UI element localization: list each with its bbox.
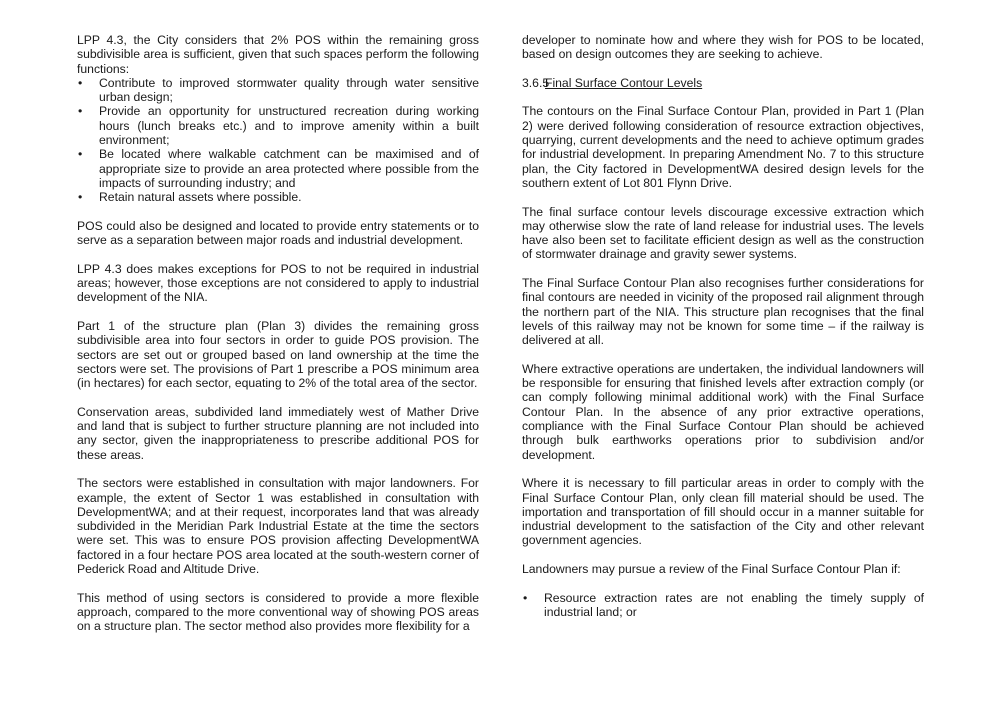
bullet-glyph: • xyxy=(78,104,83,119)
list-item: • Provide an opportunity for unstructured recreation during working hours (lunch breaks etc.) and to improve amenity within a built environment; xyxy=(78,104,479,148)
paragraph: Landowners may pursue a review of the Final Surface Contour Plan if: xyxy=(522,561,901,576)
section-number: 3.6.5 xyxy=(522,75,550,90)
paragraph: Where extractive operations are undertaken, the individual landowners will be responsible for ensuring that finished levels after extraction comply (or can comply following minimal additional work) with the Final Surface Contour Plan. In the absence of any prior extractive operations, compliance with the Final Surface Contour Plan should be achieved through bulk earthworks operations prior to subdivision and/or development. xyxy=(522,361,924,462)
bullet-glyph: • xyxy=(78,75,83,90)
list-item: • Contribute to improved stormwater quality through water sensitive urban design; xyxy=(78,75,479,105)
section-heading xyxy=(522,76,924,90)
right-column xyxy=(522,33,924,633)
bullet-glyph: • xyxy=(78,147,83,162)
list-item: • Retain natural assets where possible. xyxy=(78,190,302,205)
bullet-list-review-conditions xyxy=(522,591,924,620)
left-column xyxy=(77,33,479,648)
paragraph: POS could also be designed and located to provide entry statements or to serve as a separation between major roads and industrial development. xyxy=(77,218,479,248)
paragraph: Part 1 of the structure plan (Plan 3) divides the remaining gross subdivisible area into four sectors in order to guide POS provision. The sectors are set out or grouped based on land ownership at the time the sectors were set. The provisions of Part 1 prescribe a POS minimum area (in hectares) for each sector, equating to 2% of the total area of the sector. xyxy=(77,318,479,391)
list-item: • Resource extraction rates are not enabling the timely supply of industrial land; or xyxy=(523,590,924,619)
paragraph: developer to nominate how and where they wish for POS to be located, based on design outcomes they are seeking to achieve. xyxy=(522,33,924,62)
bullet-list-pos-functions xyxy=(77,76,479,205)
paragraph: This method of using sectors is considered to provide a more flexible approach, compared to the more conventional way of showing POS areas on a structure plan. The sector method also provides more flexibility for a xyxy=(77,590,479,634)
bullet-glyph: • xyxy=(523,590,528,605)
paragraph: Conservation areas, subdivided land immediately west of Mather Drive and land that is subject to further structure planning are not included into any sector, given the inappropriateness to prescribe additional POS for these areas. xyxy=(77,404,479,462)
paragraph-intro: LPP 4.3, the City considers that 2% POS within the remaining gross subdivisible area is sufficient, given that such spaces perform the following functions: xyxy=(77,33,479,76)
paragraph: The sectors were established in consultation with major landowners. For example, the extent of Sector 1 was established in consultation with DevelopmentWA; and at their request, incorporates land that was already subdivided in the Meridian Park Industrial Estate at the time the sectors were set. This was to ensure POS provision affecting DevelopmentWA factored in a four hectare POS area located at the south-western corner of Pederick Road and Altitude Drive. xyxy=(77,476,479,576)
paragraph: The Final Surface Contour Plan also recognises further considerations for final contours are needed in vicinity of the proposed rail alignment through the northern part of the NIA. This structure plan recognises that the final levels of this railway may not be known for some time – if the railway is delivered at all. xyxy=(522,276,924,348)
section-title: Final Surface Contour Levels xyxy=(545,75,703,90)
list-item: • Be located where walkable catchment can be maximised and of appropriate size to provide an area protected where possible from the impacts of surrounding industry; and xyxy=(78,147,479,190)
paragraph: LPP 4.3 does makes exceptions for POS to not be required in industrial areas; however, those exceptions are not considered to apply to industrial development of the NIA. xyxy=(77,261,479,305)
paragraph: The final surface contour levels discourage excessive extraction which may otherwise slow the rate of land release for industrial uses. The levels have also been set to facilitate efficient design as well as the construction of stormwater drainage and gravity sewer systems. xyxy=(522,204,924,262)
bullet-glyph: • xyxy=(78,190,83,205)
paragraph: The contours on the Final Surface Contour Plan, provided in Part 1 (Plan 2) were derived following consideration of resource extraction objectives, quarrying, current developments and the need to achieve optimum grades for industrial development. In preparing Amendment No. 7 to this structure plan, the City factored in DevelopmentWA desired design levels for the southern extent of Lot 801 Flynn Drive. xyxy=(522,104,924,190)
paragraph: Where it is necessary to fill particular areas in order to comply with the Final Surface Contour Plan, only clean fill material should be used. The importation and transportation of fill should occur in a manner suitable for industrial development to the satisfaction of the City and other relevant government agencies. xyxy=(522,476,924,548)
